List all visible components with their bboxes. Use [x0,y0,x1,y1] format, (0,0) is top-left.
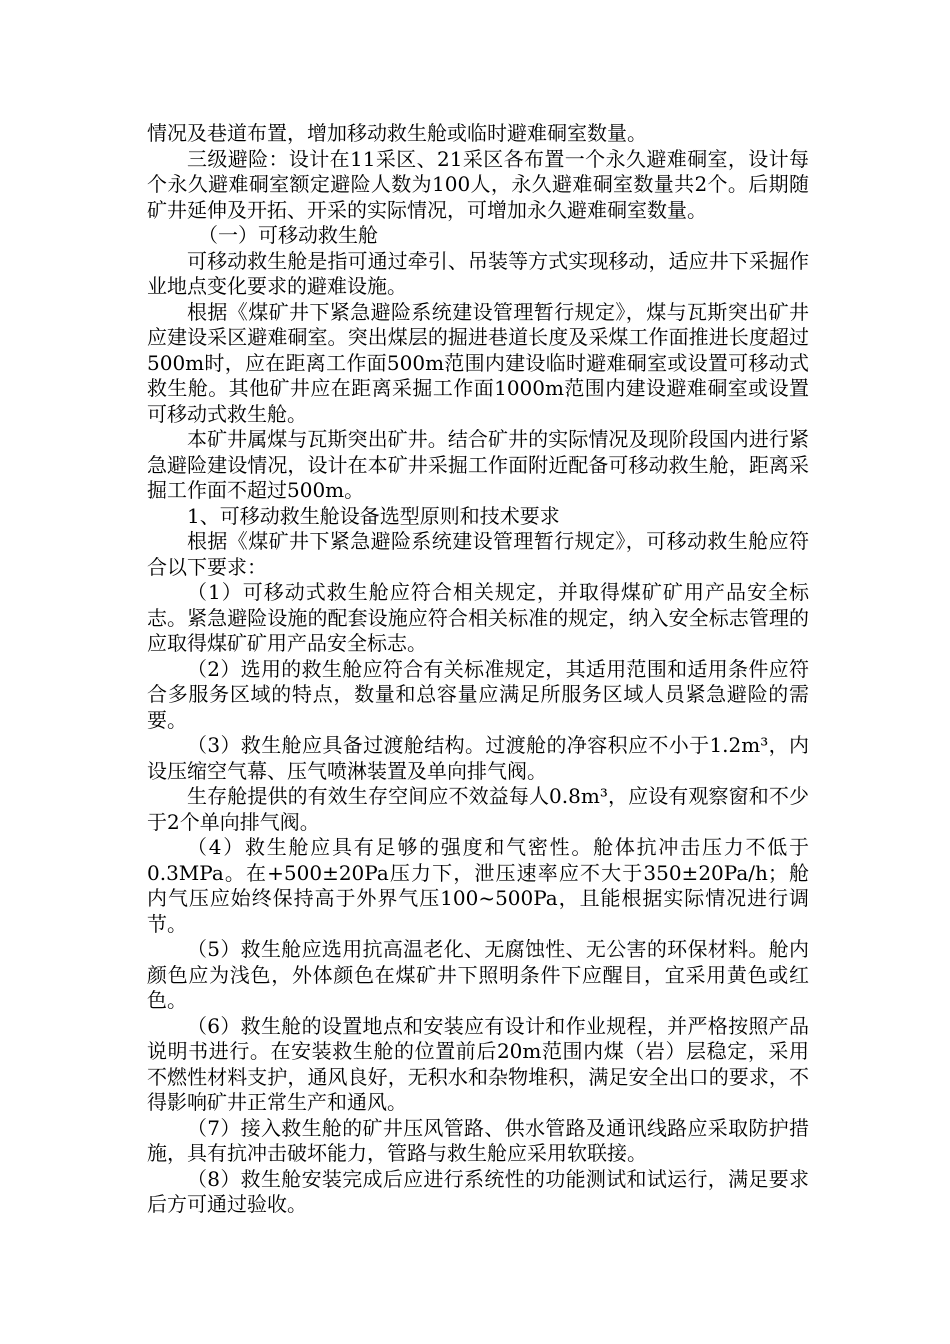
requirement-item-8: （8）救生舱安装完成后应进行系统性的功能测试和试运行，满足要求后方可通过验收。 [147,1166,809,1216]
paragraph-regulation-requirement: 根据《煤矿井下紧急避险系统建设管理暂行规定》，煤与瓦斯突出矿井应建设采区避难硐室。突出煤层的掘进巷道长度及采煤工作面推进长度超过500m时，应在距离工作面500m范围内建设临时避难硐室或设置可移动式救生舱。其他矿井应在距离采掘工作面1000m范围内建设避难硐室或设置可移动式救生舱。 [147,299,809,426]
paragraph-mine-design: 本矿井属煤与瓦斯突出矿井。结合矿井的实际情况及现阶段国内进行紧急避险建设情况，设计在本矿井采掘工作面附近配备可移动救生舱，距离采掘工作面不超过500m。 [147,427,809,502]
requirement-item-3: （3）救生舱应具备过渡舱结构。过渡舱的净容积应不小于1.2m³，内设压缩空气幕、压气喷淋装置及单向排气阀。 [147,733,809,783]
paragraph-capsule-definition: 可移动救生舱是指可通过牵引、吊装等方式实现移动，适应井下采掘作业地点变化要求的避难设施。 [147,248,809,298]
requirement-item-4: （4）救生舱应具有足够的强度和气密性。舱体抗冲击压力不低于0.3MPa。在+500±20Pa压力下，泄压速率应不大于350±20Pa/h；舱内气压应始终保持高于外界气压100~500Pa，且能根据实际情况进行调节。 [147,835,809,936]
paragraph-level3-refuge: 三级避险：设计在11采区、21采区各布置一个永久避难硐室，设计每个永久避难硐室额定避险人数为100人，永久避难硐室数量共2个。后期随矿井延伸及开拓、开采的实际情况，可增加永久避难硐室数量。 [147,146,809,222]
requirement-item-7: （7）接入救生舱的矿井压风管路、供水管路及通讯线路应采取防护措施，具有抗冲击破坏能力，管路与救生舱应采用软联接。 [147,1115,809,1165]
requirement-item-1: （1）可移动式救生舱应符合相关规定，并取得煤矿矿用产品安全标志。紧急避险设施的配套设施应符合相关标准的规定，纳入安全标志管理的应取得煤矿矿用产品安全标志。 [147,580,809,655]
paragraph-requirements-intro: 根据《煤矿井下紧急避险系统建设管理暂行规定》，可移动救生舱应符合以下要求： [147,529,809,579]
paragraph-continuation: 情况及巷道布置，增加移动救生舱或临时避难硐室数量。 [147,121,647,145]
requirement-item-2: （2）选用的救生舱应符合有关标准规定，其适用范围和适用条件应符合多服务区域的特点，数量和总容量应满足所服务区域人员紧急避险的需要。 [147,656,809,732]
requirement-item-6: （6）救生舱的设置地点和安装应有设计和作业规程，并严格按照产品说明书进行。在安装救生舱的位置前后20m范围内煤（岩）层稳定，采用不燃性材料支护，通风良好，无积水和杂物堆积，满足安全出口的要求，不得影响矿井正常生产和通风。 [147,1013,809,1114]
requirement-item-5: （5）救生舱应选用抗高温老化、无腐蚀性、无公害的环保材料。舱内颜色应为浅色，外体颜色在煤矿井下照明条件下应醒目，宜采用黄色或红色。 [147,937,809,1012]
section-heading-movable-capsule: （一）可移动救生舱 [198,223,378,247]
paragraph-survival-space: 生存舱提供的有效生存空间应不效益每人0.8m³，应设有观察窗和不少于2个单向排气阀。 [147,784,809,834]
document-body [147,121,809,1218]
subsection-heading-selection-principles: 1、可移动救生舱设备选型原则和技术要求 [187,503,560,528]
